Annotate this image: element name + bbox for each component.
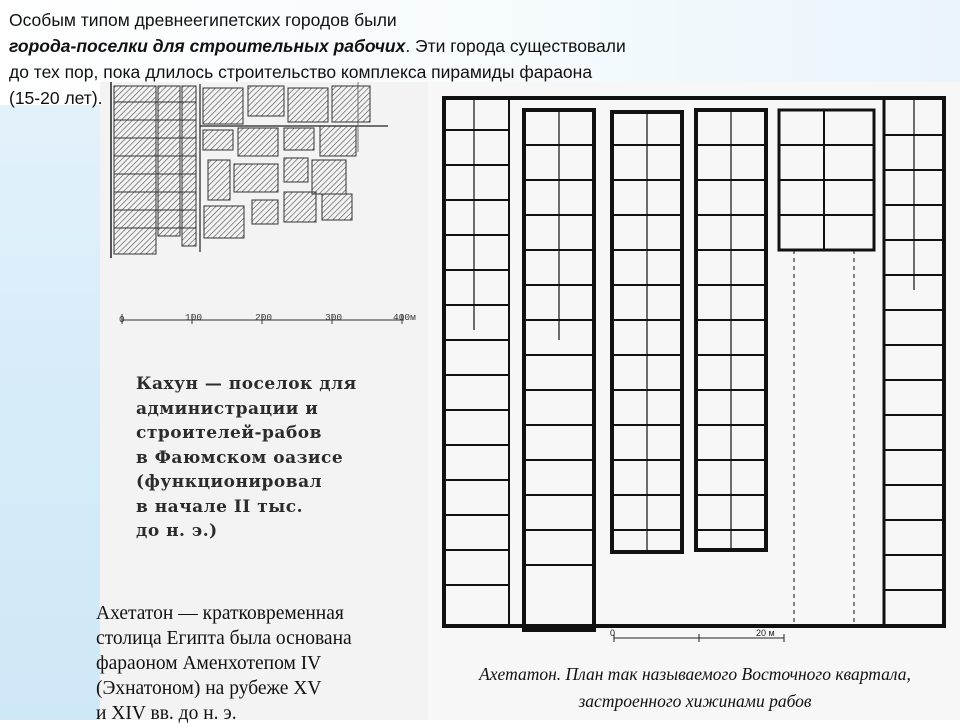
kahun-caption bbox=[136, 372, 416, 544]
title-line-1: Особым типом древнеегипетских городов были bbox=[9, 10, 397, 30]
kahun-caption-line: до н. э.) bbox=[136, 521, 218, 541]
title-line-2-rest: . Эти города существовали bbox=[405, 36, 626, 56]
akhetaten-caption-line: фараоном Аменхотепом IV bbox=[96, 653, 322, 674]
kahun-caption-line: Кахун — поселок для bbox=[136, 374, 357, 394]
kahun-scale-label-400: 400м bbox=[393, 312, 416, 323]
akhetaten-scale-label-20: 20 м bbox=[756, 628, 775, 638]
akhetaten-caption bbox=[96, 601, 432, 726]
kahun-caption-line: в Фаюмском оазисе bbox=[136, 447, 344, 468]
plan-caption-line-1: Ахетатон. План так называемого Восточного квартала, bbox=[479, 664, 911, 684]
akhetaten-scale-label-0: 0 bbox=[610, 628, 616, 638]
plan-column-center-west bbox=[524, 110, 594, 630]
kahun-caption-line: администрации и bbox=[136, 398, 319, 419]
title-line-4: (15-20 лет). bbox=[9, 88, 103, 108]
akhetaten-caption-line: Ахетатон — кратковременная bbox=[96, 603, 344, 624]
plan-column-far-east bbox=[884, 98, 944, 626]
akhetaten-plan bbox=[434, 90, 954, 650]
kahun-caption-line: в начале II тыс. bbox=[136, 496, 304, 517]
akhetaten-caption-line: столица Египта была основана bbox=[96, 628, 352, 649]
title-line-2 bbox=[9, 33, 769, 59]
kahun-scale-label-300: 300 bbox=[325, 312, 343, 323]
kahun-caption-line: (функционировал bbox=[136, 472, 323, 492]
plan-column-center bbox=[612, 112, 682, 552]
title-line-3: до тех пор, пока длилось строительство комплекса пирамиды фараона bbox=[9, 62, 593, 82]
plan-caption-line-2: застроенного хижинами рабов bbox=[578, 691, 812, 711]
plan-column-center-east bbox=[696, 110, 766, 550]
kahun-scale-label-0: 0 bbox=[119, 314, 125, 325]
akhetaten-caption-line: (Эхнатоном) на рубеже XV bbox=[96, 678, 322, 699]
plan-column-west bbox=[444, 98, 509, 626]
title-emphasis: города-поселки для строительных рабочих bbox=[9, 36, 406, 56]
akhetaten-caption-line: и XIV вв. до н. э. bbox=[96, 703, 237, 724]
slide-title bbox=[9, 7, 769, 111]
kahun-scale-label-100: 100 bbox=[185, 312, 203, 323]
kahun-caption-line: строителей-рабов bbox=[136, 423, 322, 443]
plan-column-east bbox=[779, 110, 874, 626]
akhetaten-plan-caption bbox=[440, 661, 950, 715]
kahun-scale-label-200: 200 bbox=[255, 312, 273, 323]
kahun-map bbox=[108, 82, 408, 302]
